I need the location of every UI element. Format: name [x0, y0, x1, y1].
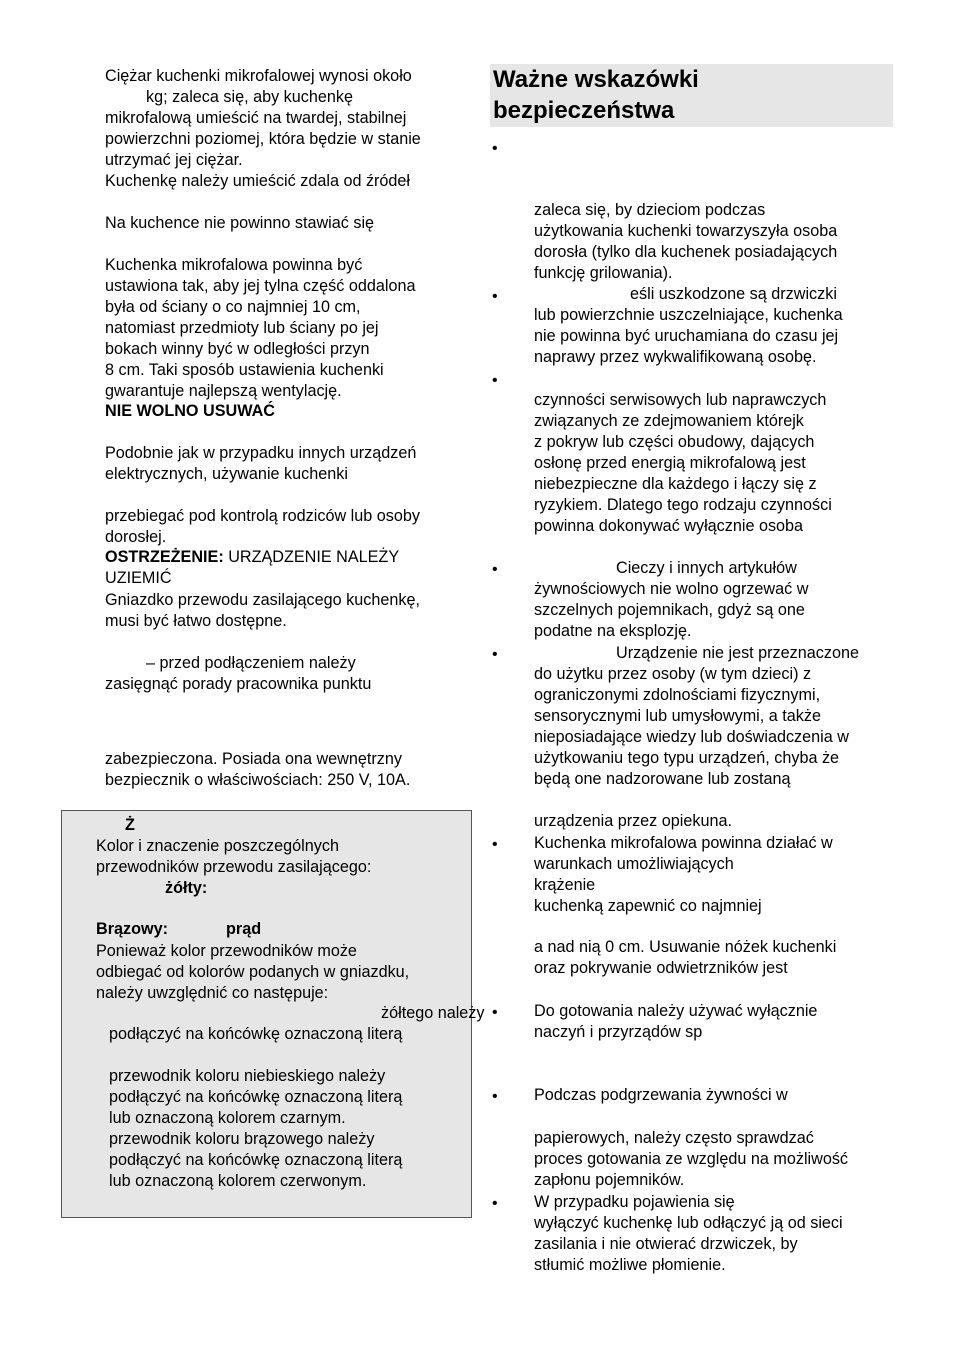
left-text-line: Kuchenkę należy umieścić zdala od źródeł — [105, 172, 411, 190]
right-text-line: oraz pokrywanie odwietrzników jest — [534, 959, 788, 977]
note-text-line: żółtego należy — [381, 1004, 485, 1022]
right-text-line: nie powinna być uruchamiana do czasu jej — [534, 327, 839, 345]
section-heading-line-1: Ważne wskazówki — [493, 66, 699, 93]
bullet-icon: • — [492, 1195, 498, 1212]
left-text-line-span: URZĄDZENIE NALEŻY — [223, 548, 400, 566]
right-text-line: osłonę przed energią mikrofalową jest — [534, 454, 806, 472]
right-text-line: Urządzenie nie jest przeznaczone — [616, 644, 859, 662]
right-text-line: kuchenką zapewnić co najmniej — [534, 897, 762, 915]
right-text-line: ryzykiem. Dlatego tego rodzaju czynności — [534, 496, 832, 514]
left-text-line: Gniazdko przewodu zasilającego kuchenkę, — [105, 591, 420, 609]
right-text-line: a nad nią 0 cm. Usuwanie nóżek kuchenki — [534, 938, 837, 956]
note-text-line: lub oznaczoną kolorem czarnym. — [109, 1109, 346, 1127]
left-text-line: 8 cm. Taki sposób ustawienia kuchenki — [105, 361, 384, 379]
left-text-line: mikrofalową umieścić na twardej, stabilnej — [105, 109, 407, 127]
right-text-line: niebezpieczne dla każdego i łączy się z — [534, 475, 817, 493]
left-text-line — [105, 547, 399, 568]
right-text-line: związanych ze zdejmowaniem którejk — [534, 412, 804, 430]
left-text-line: ustawiona tak, aby jej tylna część oddalona — [105, 277, 416, 295]
note-text-line: przewodnik koloru brązowego należy — [109, 1130, 375, 1148]
note-text-line: żółty: — [165, 879, 208, 897]
left-text-line-bold-span: OSTRZEŻENIE: — [105, 548, 224, 566]
left-text-line: elektrycznych, używanie kuchenki — [105, 465, 348, 483]
right-text-line: eśli uszkodzone są drzwiczki — [630, 285, 837, 303]
bullet-icon: • — [492, 140, 498, 157]
right-text-line: Do gotowania należy używać wyłącznie — [534, 1002, 818, 1020]
left-text-line: UZIEMIĆ — [105, 569, 172, 587]
note-text-line: Brązowy: — [96, 920, 168, 938]
right-text-line: naczyń i przyrządów sp — [534, 1023, 703, 1041]
right-text-line: wyłączyć kuchenkę lub odłączyć ją od sieci — [534, 1214, 843, 1232]
right-text-line: stłumić możliwe płomienie. — [534, 1256, 726, 1274]
note-text-line: Ż — [125, 816, 135, 834]
left-text-line: kg; zaleca się, aby kuchenkę — [146, 88, 353, 106]
right-text-line: zaleca się, by dzieciom podczas — [534, 201, 766, 219]
left-text-line: utrzymać jej ciężar. — [105, 151, 243, 169]
note-text-line: Kolor i znaczenie poszczególnych — [96, 837, 339, 855]
bullet-icon: • — [492, 1004, 498, 1021]
right-text-line: naprawy przez wykwalifikowaną osobę. — [534, 348, 817, 366]
right-text-line: zasilania i nie otwierać drzwiczek, by — [534, 1235, 798, 1253]
right-text-line: funkcję grilowania). — [534, 264, 673, 282]
bullet-icon: • — [492, 561, 498, 578]
note-text-line: podłączyć na końcówkę oznaczoną literą — [109, 1151, 403, 1169]
note-text-line: lub oznaczoną kolorem czerwonym. — [109, 1172, 367, 1190]
note-text-line: prąd — [226, 920, 262, 938]
left-text-line: NIE WOLNO USUWAĆ — [105, 402, 275, 420]
right-text-line: Podczas podgrzewania żywności w — [534, 1086, 788, 1104]
right-text-line: nieposiadające wiedzy lub doświadczenia w — [534, 728, 849, 746]
note-text-line: podłączyć na końcówkę oznaczoną literą — [109, 1088, 403, 1106]
left-text-line: musi być łatwo dostępne. — [105, 612, 287, 630]
right-text-line: proces gotowania ze względu na możliwość — [534, 1150, 849, 1168]
left-text-line: Na kuchence nie powinno stawiać się — [105, 214, 375, 232]
note-text-line: Ponieważ kolor przewodników może — [96, 942, 357, 960]
left-text-line: zabezpieczona. Posiada ona wewnętrzny — [105, 750, 402, 768]
left-text-line: przebiegać pod kontrolą rodziców lub osoby — [105, 507, 420, 525]
note-text-line: należy uwzględnić co następuje: — [96, 984, 329, 1002]
note-text-line: przewodnik koloru niebieskiego należy — [109, 1067, 386, 1085]
left-text-line: – przed podłączeniem należy — [146, 654, 356, 672]
right-text-line: Cieczy i innych artykułów — [616, 559, 797, 577]
left-text-line: gwarantuje najlepszą wentylację. — [105, 382, 342, 400]
right-text-line: szczelnych pojemnikach, gdyż są one — [534, 601, 805, 619]
left-text-line: była od ściany o co najmniej 10 cm, — [105, 298, 361, 316]
section-heading-line-2: bezpieczeństwa — [493, 97, 675, 124]
right-text-line: Kuchenka mikrofalowa powinna działać w — [534, 834, 833, 852]
left-text-line: natomiast przedmioty lub ściany po jej — [105, 319, 379, 337]
left-text-line: powierzchni poziomej, która będzie w stanie — [105, 130, 421, 148]
right-text-line: krążenie — [534, 876, 596, 894]
right-text-line: papierowych, należy często sprawdzać — [534, 1129, 814, 1147]
bullet-icon: • — [492, 372, 498, 389]
left-text-line: zasięgnąć porady pracownika punktu — [105, 675, 372, 693]
bullet-icon: • — [492, 646, 498, 663]
right-text-line: będą one nadzorowane lub zostaną — [534, 770, 791, 788]
note-text-line: podłączyć na końcówkę oznaczoną literą — [109, 1025, 403, 1043]
right-text-line: podatne na eksplozję. — [534, 622, 692, 640]
right-text-line: użytkowaniu tego typu urządzeń, chyba że — [534, 749, 840, 767]
right-text-line: W przypadku pojawienia się — [534, 1193, 735, 1211]
bullet-icon: • — [492, 1088, 498, 1105]
right-text-line: warunkach umożliwiających — [534, 855, 734, 873]
right-text-line: urządzenia przez opiekuna. — [534, 812, 732, 830]
right-text-line: użytkowania kuchenki towarzyszyła osoba — [534, 222, 838, 240]
left-text-line: bokach winny być w odległości przyn — [105, 340, 370, 358]
note-text-line: przewodników przewodu zasilającego: — [96, 858, 372, 876]
right-text-line: sensorycznymi lub umysłowymi, a także — [534, 707, 821, 725]
right-text-line: do użytku przez osoby (w tym dzieci) z — [534, 665, 812, 683]
bullet-icon: • — [492, 288, 498, 305]
right-text-line: zapłonu pojemników. — [534, 1171, 685, 1189]
right-text-line: czynności serwisowych lub naprawczych — [534, 391, 827, 409]
left-text-line: dorosłej. — [105, 528, 167, 546]
right-text-line: dorosła (tylko dla kuchenek posiadających — [534, 243, 838, 261]
left-text-line: bezpiecznik o właściwościach: 250 V, 10A. — [105, 771, 411, 789]
right-text-line: z pokryw lub części obudowy, dających — [534, 433, 815, 451]
right-text-line: ograniczonymi zdolnościami fizycznymi, — [534, 686, 821, 704]
right-text-line: powinna dokonywać wyłącznie osoba — [534, 517, 804, 535]
right-text-line: lub powierzchnie uszczelniające, kuchenka — [534, 306, 843, 324]
left-text-line: Podobnie jak w przypadku innych urządzeń — [105, 444, 417, 462]
right-text-line: żywnościowych nie wolno ogrzewać w — [534, 580, 809, 598]
bullet-icon: • — [492, 836, 498, 853]
left-text-line: Kuchenka mikrofalowa powinna być — [105, 256, 363, 274]
note-text-line: odbiegać od kolorów podanych w gniazdku, — [96, 963, 410, 981]
left-text-line: Ciężar kuchenki mikrofalowej wynosi około — [105, 67, 412, 85]
